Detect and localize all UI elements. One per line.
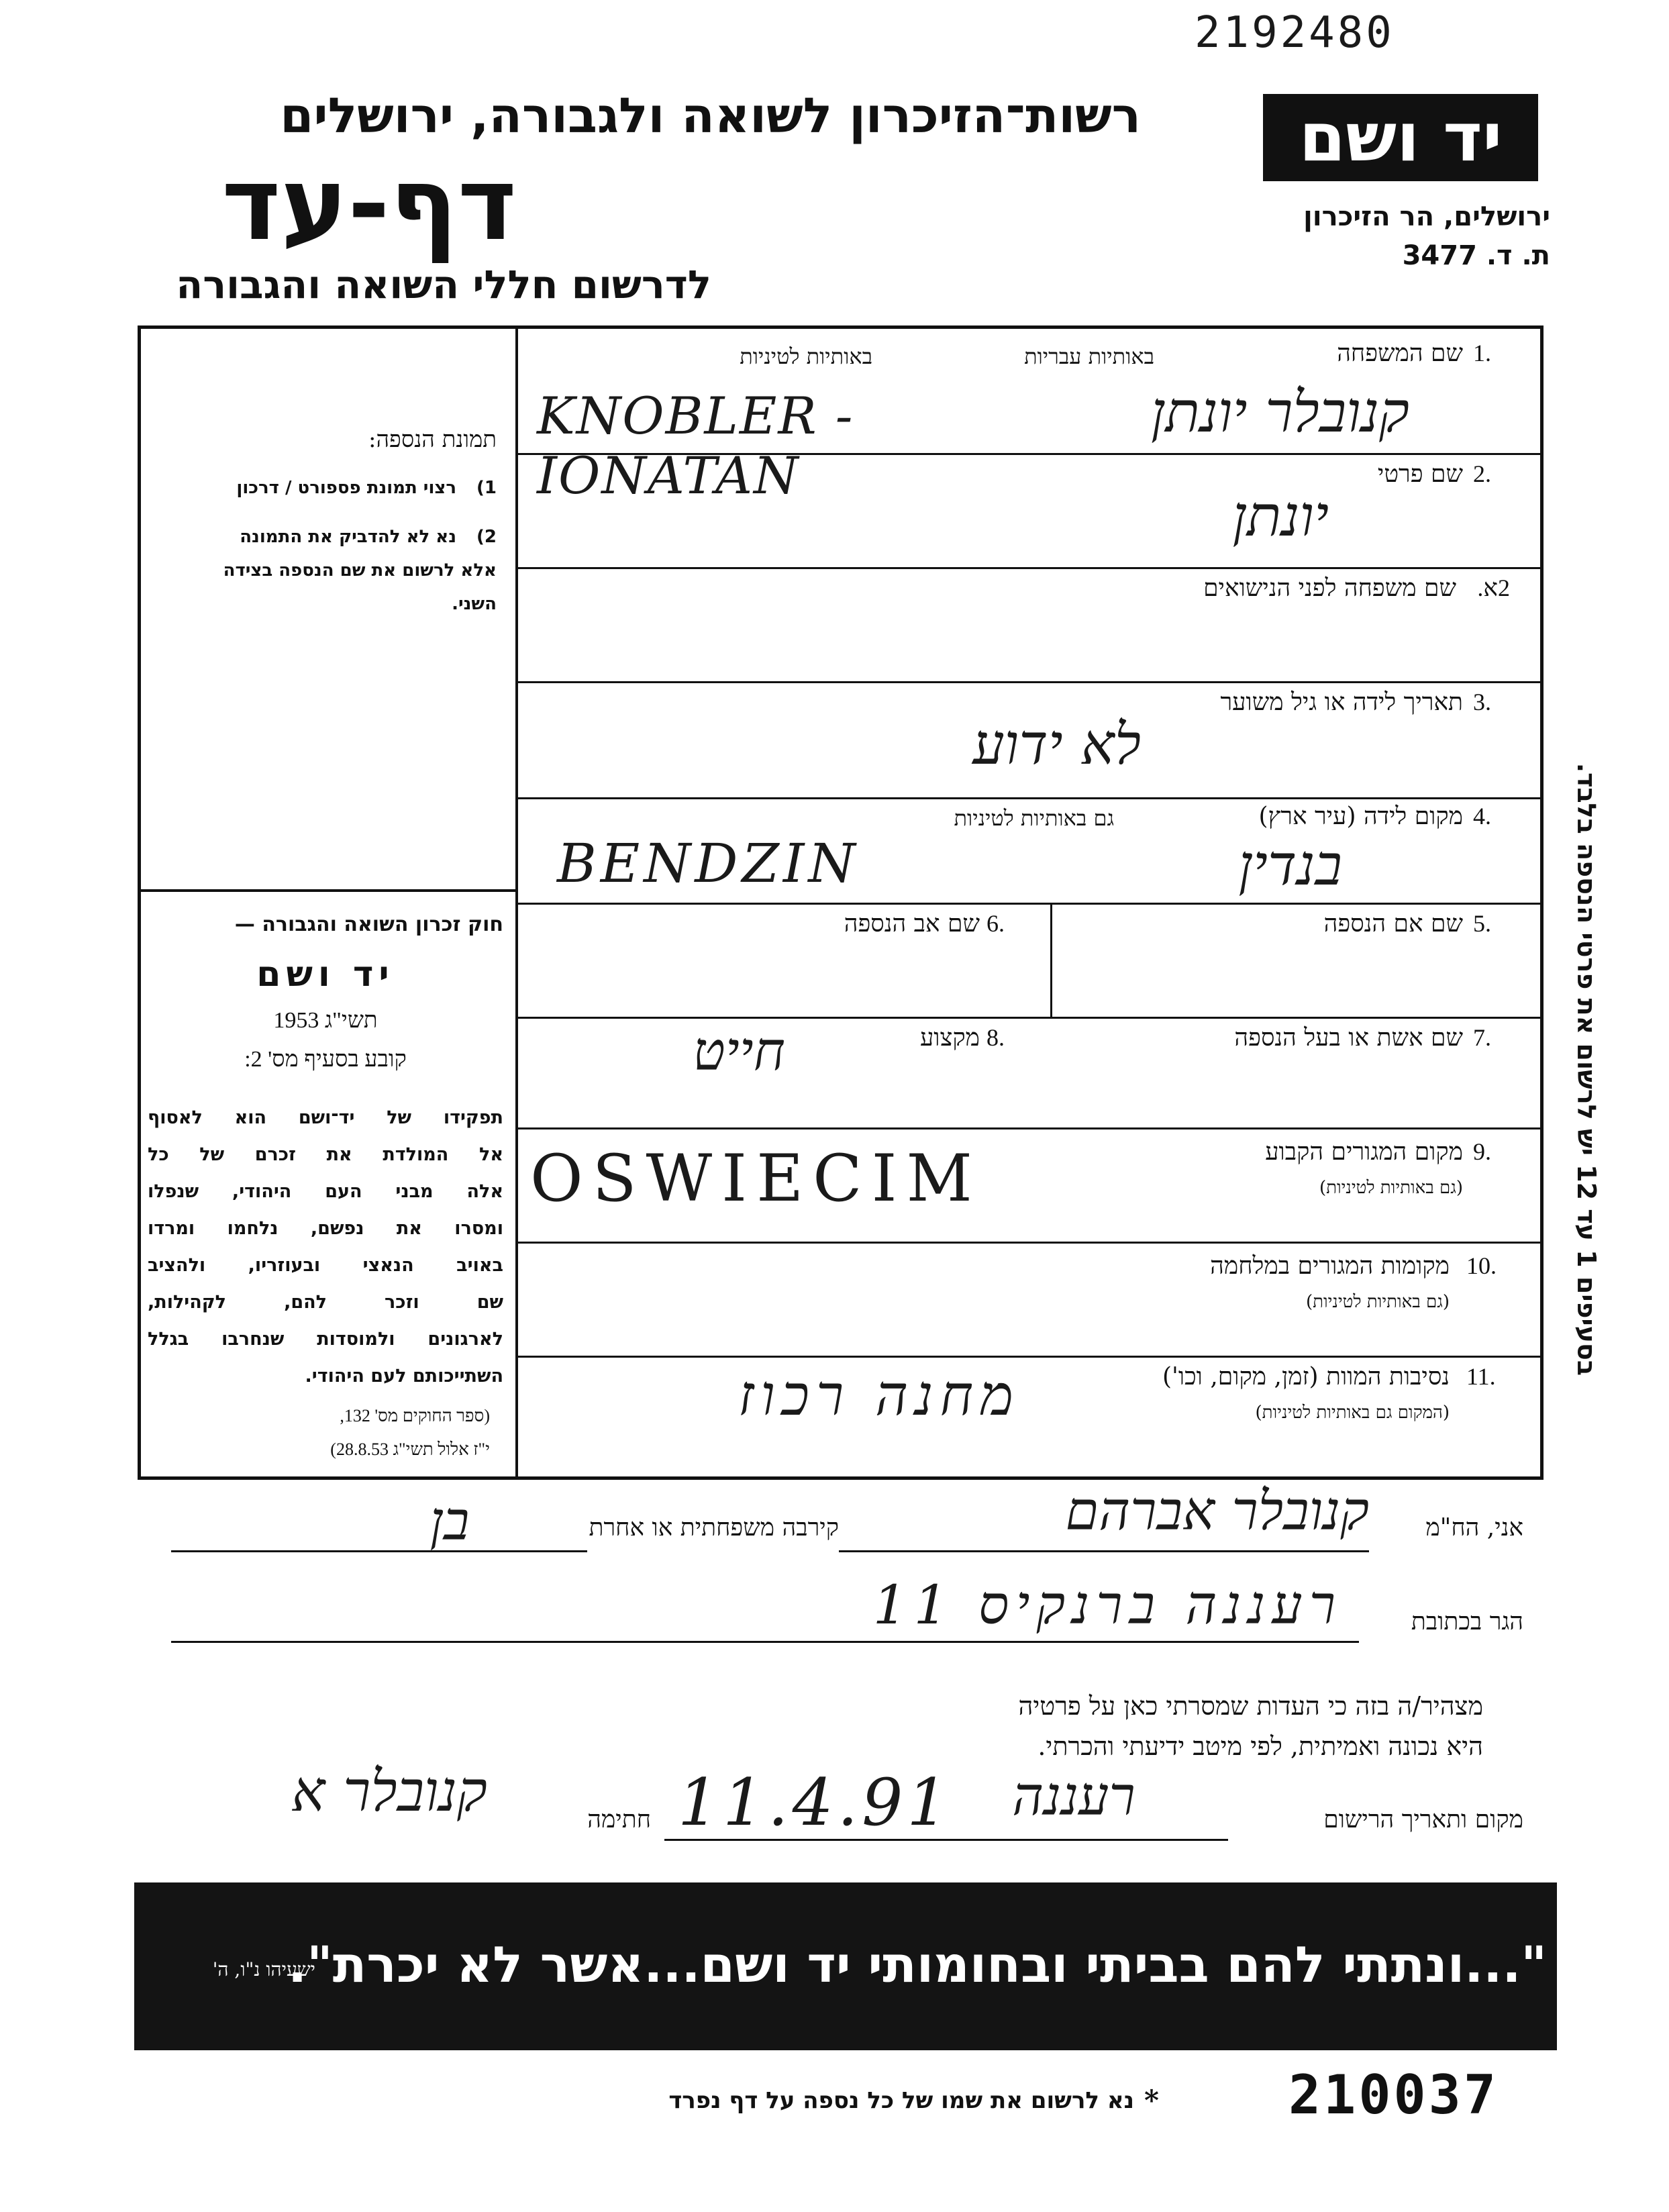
- row-divider: [517, 1242, 1544, 1244]
- photo-box-title: תמונת הנספה:: [368, 426, 497, 453]
- field-5-label: שם אם הנספה: [1323, 910, 1463, 938]
- field-1-label: שם המשפחה: [1337, 340, 1463, 367]
- form-subtitle: לדרשום חללי השואה והגבורה: [176, 262, 711, 307]
- row-divider: [517, 1127, 1544, 1129]
- field-5-number: 5.: [1473, 910, 1491, 937]
- law-text-line: השתייכותם לעם היהודי.: [305, 1366, 503, 1387]
- law-year: תשי"ג 1953: [273, 1008, 378, 1033]
- photo-note-1: רצוי תמונת פספורט / דרכון: [236, 478, 456, 498]
- place-value[interactable]: רעננה: [1012, 1765, 1135, 1827]
- row-divider: [517, 1017, 1544, 1019]
- field-10-sub: (גם באותיות לטיניות): [1305, 1292, 1450, 1312]
- row-divider: [517, 681, 1544, 683]
- law-clause: קובע בסעיף מס' 2:: [244, 1047, 407, 1072]
- footer-banner-text: "...ונתתי להם בביתי ובחומותי יד ושם...אשר לא יכרת".: [288, 1936, 1547, 1994]
- law-text-line: באויב הנאצי ובעוזריו, ולהציב: [148, 1255, 503, 1276]
- field-8-value[interactable]: חייט: [693, 1020, 785, 1083]
- declaration-address-label: הגר בכתובת: [1411, 1608, 1523, 1636]
- left-box-divider: [138, 889, 517, 892]
- field-3-number: 3.: [1473, 689, 1491, 715]
- field-1-value-hebrew[interactable]: קנובלר יונתן: [1151, 379, 1409, 445]
- footer-banner-source: ישעיהו נ"ו, ה': [212, 1958, 315, 1980]
- field-6-number: 6.: [987, 910, 1005, 937]
- field-1-value-latin[interactable]: KNOBLER -IONATAN: [537, 386, 854, 505]
- field-4-sub: גם באותיות לטיניות: [954, 805, 1114, 831]
- law-source-2: י"ז אלול תשי"ג 28.8.53): [330, 1440, 490, 1459]
- bottom-note-star: *: [1144, 2084, 1159, 2117]
- field-3-value[interactable]: לא ידוע: [972, 711, 1141, 777]
- law-title: חוק זכרון השואה והגבורה —: [234, 913, 503, 936]
- row-divider: [517, 567, 1544, 569]
- mid-column-divider: [1050, 903, 1052, 1017]
- field-9-label: מקום המגורים הקבוע: [1265, 1138, 1463, 1166]
- field-2a-label: שם משפחה לפני הנישואים: [1203, 574, 1456, 602]
- field-10-label: מקומות המגורים במלחמה: [1210, 1252, 1450, 1280]
- law-name: יד ושם: [256, 954, 395, 995]
- field-2-label: שם פרטי: [1377, 460, 1463, 488]
- field-1-sub-latin: באותיות לטיניות: [740, 344, 872, 369]
- declaration-address-line: [171, 1641, 1359, 1643]
- field-11-sub: (המקום גם באותיות לטיניות): [1255, 1403, 1450, 1423]
- field-1-sub-hebrew: באותיות עבריות: [1024, 344, 1154, 369]
- org-line: רשות־הזיכרון לשואה ולגבורה, ירושלים: [280, 87, 1141, 144]
- bottom-note: נא לרשום את שמו של כל נספה על דף נפרד: [668, 2087, 1134, 2114]
- photo-note-2-line1: נא לא להדביק את התמונה: [240, 527, 456, 547]
- place-date-label: מקום ותאריך הרישום: [1323, 1806, 1523, 1833]
- photo-note-1-num: 1): [476, 478, 497, 498]
- row-divider: [517, 903, 1544, 905]
- table-left-border: [138, 325, 141, 1480]
- field-7-label: שם אשת או בעל הנספה: [1234, 1024, 1463, 1052]
- logo-text: יד ושם: [1299, 98, 1503, 177]
- signature-value[interactable]: קנובלר א: [291, 1758, 487, 1824]
- field-11-value[interactable]: מחנה רכוז: [738, 1362, 1020, 1428]
- top-number: 2192480: [1195, 8, 1395, 58]
- law-text-line: לארגונים ולמוסדות שנחרבו בגלל: [148, 1329, 503, 1350]
- law-text-line: אלה מבני העם היהודי, שנפלו: [148, 1181, 503, 1202]
- declaration-i-line: [839, 1550, 1369, 1552]
- law-text-line: ומסרו את נפשם, נלחמו ומרדו: [148, 1218, 503, 1239]
- field-9-sub: (גם באותיות לטיניות): [1319, 1178, 1463, 1198]
- declaration-relation-value[interactable]: בן: [429, 1490, 470, 1552]
- field-2a-number: 2א.: [1477, 574, 1510, 601]
- address: ירושלים, הר הזיכרון: [1303, 201, 1550, 232]
- field-2-value[interactable]: יונתן: [1232, 483, 1329, 549]
- field-2-number: 2.: [1473, 460, 1491, 487]
- field-11-label: נסיבות המוות (זמן, מקום, וכו'): [1162, 1363, 1450, 1391]
- date-value[interactable]: 11.4.91: [678, 1765, 952, 1840]
- field-7-number: 7.: [1473, 1024, 1491, 1051]
- photo-note-2-num: 2): [476, 527, 497, 547]
- field-4-label: מקום לידה (עיר ארץ): [1258, 803, 1463, 830]
- po-box: ת. ד. 3477: [1402, 240, 1550, 271]
- field-4-value-hebrew[interactable]: בנדין: [1238, 832, 1342, 898]
- field-6-label: שם אב הנספה: [844, 910, 980, 938]
- form-title: דף-עד: [221, 146, 517, 263]
- declaration-address-value[interactable]: רעננה ברנקיס 11: [872, 1574, 1342, 1636]
- declaration-statement-2: היא נכונה ואמיתית, לפי מיטב ידיעתי והכרתי.: [1038, 1731, 1483, 1761]
- field-9-value[interactable]: OSWIECIM: [530, 1141, 982, 1216]
- declaration-i-value[interactable]: קנובלר אברהם: [1065, 1480, 1369, 1542]
- field-10-number: 10.: [1466, 1252, 1497, 1279]
- field-1-number: 1.: [1473, 340, 1491, 366]
- row-divider: [517, 797, 1544, 799]
- side-note: בסעיפים 1 עד 12 יש לרשום את פרטי הנספה בלבד.: [1572, 762, 1601, 1376]
- photo-note-2-line2: אלא לרשום את שם הנספה בצידה: [223, 560, 497, 581]
- field-8-label: מקצוע: [919, 1024, 980, 1052]
- law-text-line: שם וזכר להם, לקהילות,: [148, 1292, 503, 1313]
- photo-note-2-line3: השני.: [452, 594, 497, 614]
- declaration-i-label: אני, הח"מ: [1425, 1514, 1523, 1542]
- row-divider: [517, 1356, 1544, 1358]
- field-4-number: 4.: [1473, 803, 1491, 830]
- field-11-number: 11.: [1466, 1363, 1496, 1390]
- field-4-value-latin[interactable]: BENDZIN: [557, 832, 860, 895]
- law-text-line: אל המולדת את זכרם של כל: [148, 1144, 503, 1165]
- field-8-number: 8.: [987, 1024, 1005, 1051]
- law-text-line: תפקידו של יד־ושם הוא לאסוף: [148, 1107, 503, 1128]
- bottom-number: 210037: [1288, 2064, 1499, 2126]
- law-source-1: (ספר החוקים מס' 132,: [340, 1406, 490, 1425]
- declaration-statement-1: מצהיר/ה בזה כי העדות שמסרתי כאן על פרטיה: [1018, 1691, 1483, 1721]
- declaration-relation-label: קירבה משפחתית או אחרת: [589, 1514, 839, 1542]
- field-9-number: 9.: [1473, 1138, 1491, 1165]
- field-3-label: תאריך לידה או גיל משוער: [1220, 689, 1463, 716]
- signature-label: חתימה: [587, 1806, 651, 1833]
- table-top-border: [138, 325, 1544, 329]
